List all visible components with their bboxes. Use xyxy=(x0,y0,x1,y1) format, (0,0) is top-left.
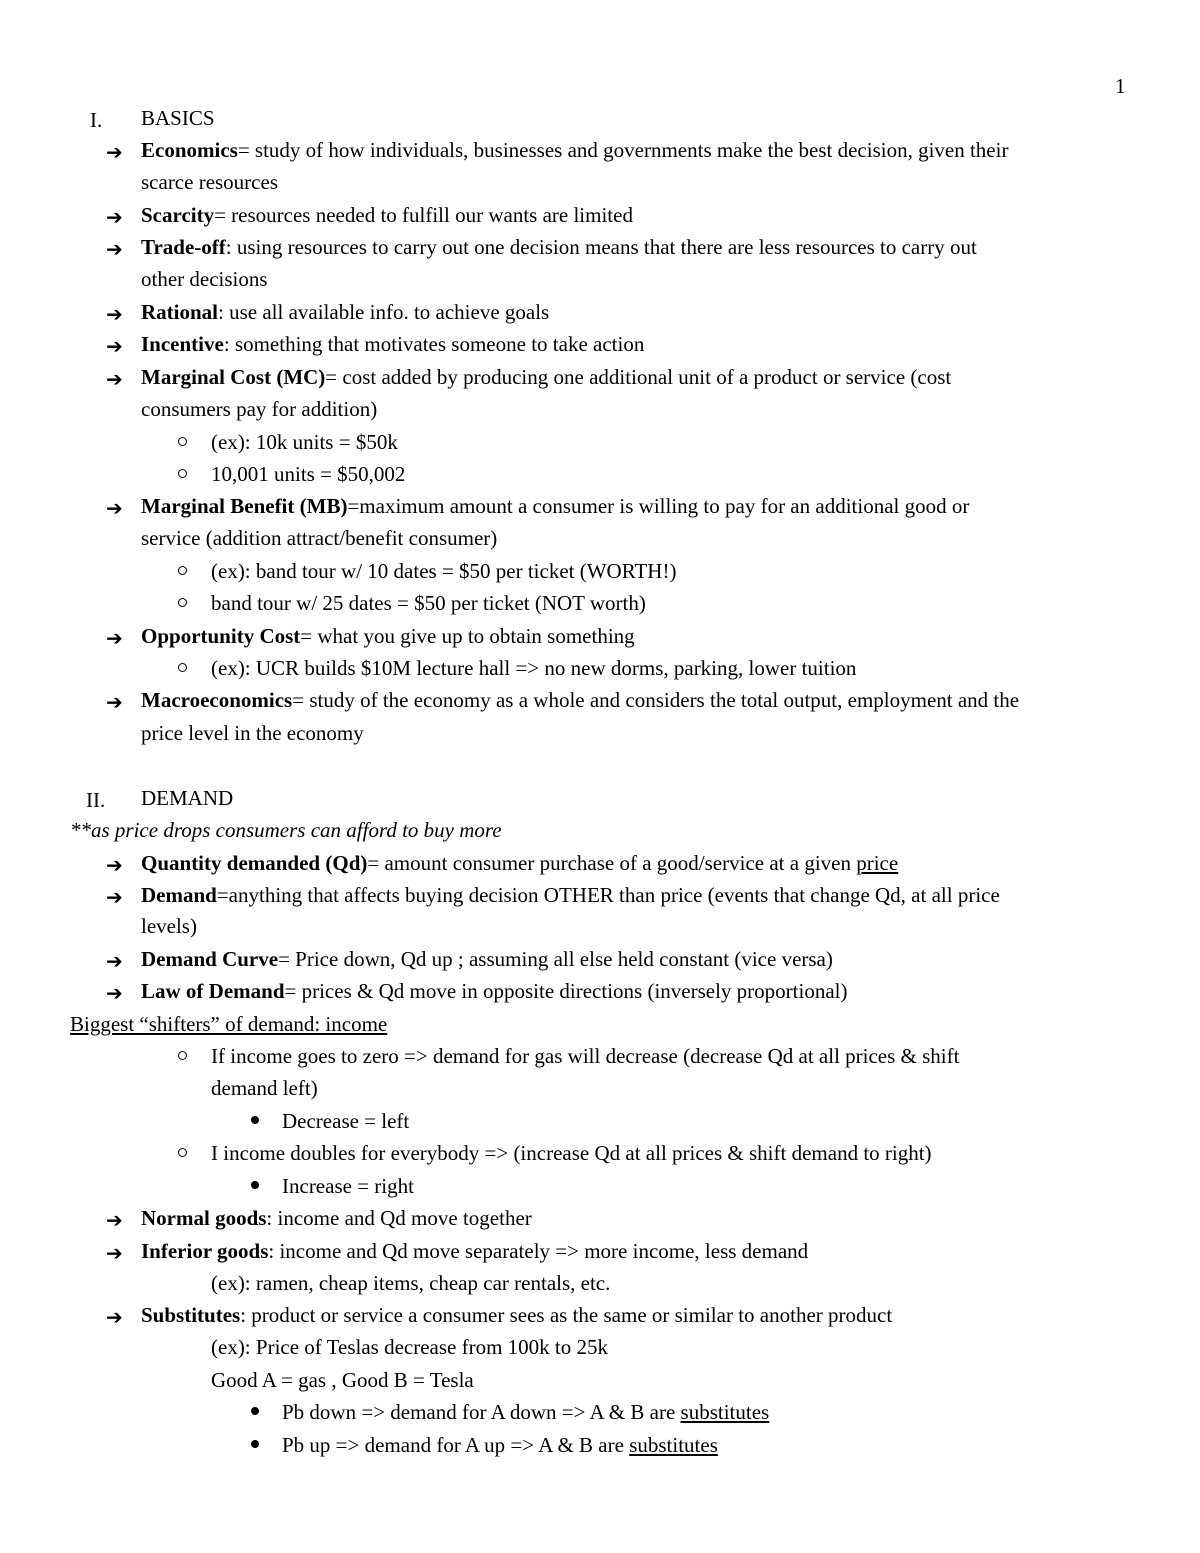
example-line: I income doubles for everybody => (increase Qd at all prices & shift demand to right) xyxy=(211,1141,932,1165)
definition-line: Opportunity Cost= what you give up to obtain something xyxy=(141,624,635,648)
definition-line: Marginal Benefit (MB)=maximum amount a consumer is willing to pay for an additional good or xyxy=(141,494,970,518)
hollow-circle-bullet-icon xyxy=(178,663,187,672)
definition-line: scarce resources xyxy=(141,170,278,194)
definition-line: Quantity demanded (Qd)= amount consumer purchase of a good/service at a given price xyxy=(141,851,899,875)
hollow-circle-bullet-icon xyxy=(178,1051,187,1060)
definition-line: other decisions xyxy=(141,267,268,291)
right-arrow-icon: ➔ xyxy=(106,334,123,358)
right-arrow-icon: ➔ xyxy=(106,205,123,229)
hollow-circle-bullet-icon xyxy=(178,598,187,607)
section-numeral: II. xyxy=(86,788,106,812)
right-arrow-icon: ➔ xyxy=(106,1241,123,1265)
right-arrow-icon: ➔ xyxy=(106,853,123,877)
example-line: band tour w/ 25 dates = $50 per ticket (NOT worth) xyxy=(211,591,646,615)
definition-line: Incentive: something that motivates someone to take action xyxy=(141,332,645,356)
note-line: **as price drops consumers can afford to buy more xyxy=(70,818,502,842)
right-arrow-icon: ➔ xyxy=(106,367,123,391)
definition-line: price level in the economy xyxy=(141,721,364,745)
definition-line: Macroeconomics= study of the economy as a whole and considers the total output, employment and the xyxy=(141,688,1020,712)
definition-line: Marginal Cost (MC)= cost added by producing one additional unit of a product or service (cost xyxy=(141,365,952,389)
hollow-circle-bullet-icon xyxy=(178,1148,187,1157)
sub-bullet-line: Pb up => demand for A up => A & B are substitutes xyxy=(282,1433,718,1457)
right-arrow-icon: ➔ xyxy=(106,140,123,164)
section-title: DEMAND xyxy=(141,786,234,810)
definition-line: levels) xyxy=(141,914,197,938)
definition-line: service (addition attract/benefit consumer) xyxy=(141,526,498,550)
hollow-circle-bullet-icon xyxy=(178,437,187,446)
hollow-circle-bullet-icon xyxy=(178,469,187,478)
definition-line: Substitutes: product or service a consumer sees as the same or similar to another product xyxy=(141,1303,893,1327)
example-line: 10,001 units = $50,002 xyxy=(211,462,406,486)
example-line: (ex): 10k units = $50k xyxy=(211,430,398,454)
right-arrow-icon: ➔ xyxy=(106,237,123,261)
section-numeral: I. xyxy=(90,108,103,132)
right-arrow-icon: ➔ xyxy=(106,1305,123,1329)
right-arrow-icon: ➔ xyxy=(106,302,123,326)
example-line: (ex): UCR builds $10M lecture hall => no new dorms, parking, lower tuition xyxy=(211,656,857,680)
filled-dot-bullet-icon xyxy=(251,1440,259,1448)
definition-line: Economics= study of how individuals, businesses and governments make the best decision, given their xyxy=(141,138,1009,162)
filled-dot-bullet-icon xyxy=(251,1116,259,1124)
section-title: BASICS xyxy=(141,106,215,130)
definition-line: Law of Demand= prices & Qd move in opposite directions (inversely proportional) xyxy=(141,979,848,1003)
definition-line: Rational: use all available info. to achieve goals xyxy=(141,300,550,324)
example-line: If income goes to zero => demand for gas will decrease (decrease Qd at all prices & shift xyxy=(211,1044,960,1068)
right-arrow-icon: ➔ xyxy=(106,496,123,520)
right-arrow-icon: ➔ xyxy=(106,949,123,973)
shifters-heading: Biggest “shifters” of demand: income xyxy=(70,1012,388,1036)
example-line: (ex): ramen, cheap items, cheap car rentals, etc. xyxy=(211,1271,611,1295)
example-line: Good A = gas , Good B = Tesla xyxy=(211,1368,474,1392)
definition-line: Normal goods: income and Qd move together xyxy=(141,1206,532,1230)
definition-line: Trade-off: using resources to carry out one decision means that there are less resources to carry out xyxy=(141,235,977,259)
definition-line: Inferior goods: income and Qd move separately => more income, less demand xyxy=(141,1239,809,1263)
hollow-circle-bullet-icon xyxy=(178,566,187,575)
right-arrow-icon: ➔ xyxy=(106,1208,123,1232)
right-arrow-icon: ➔ xyxy=(106,981,123,1005)
definition-line: Demand Curve= Price down, Qd up ; assuming all else held constant (vice versa) xyxy=(141,947,833,971)
definition-line: consumers pay for addition) xyxy=(141,397,378,421)
filled-dot-bullet-icon xyxy=(251,1407,259,1415)
right-arrow-icon: ➔ xyxy=(106,885,123,909)
right-arrow-icon: ➔ xyxy=(106,626,123,650)
definition-line: Demand=anything that affects buying decision OTHER than price (events that change Qd, at all price xyxy=(141,883,1000,907)
sub-bullet-line: Increase = right xyxy=(282,1174,414,1198)
sub-bullet-line: Decrease = left xyxy=(282,1109,410,1133)
definition-line: Scarcity= resources needed to fulfill our wants are limited xyxy=(141,203,633,227)
right-arrow-icon: ➔ xyxy=(106,690,123,714)
filled-dot-bullet-icon xyxy=(251,1181,259,1189)
example-line: (ex): Price of Teslas decrease from 100k to 25k xyxy=(211,1335,609,1359)
page-number: 1 xyxy=(1115,74,1126,98)
example-line: (ex): band tour w/ 10 dates = $50 per ticket (WORTH!) xyxy=(211,559,677,583)
sub-bullet-line: Pb down => demand for A down => A & B are substitutes xyxy=(282,1400,770,1424)
example-line: demand left) xyxy=(211,1076,318,1100)
